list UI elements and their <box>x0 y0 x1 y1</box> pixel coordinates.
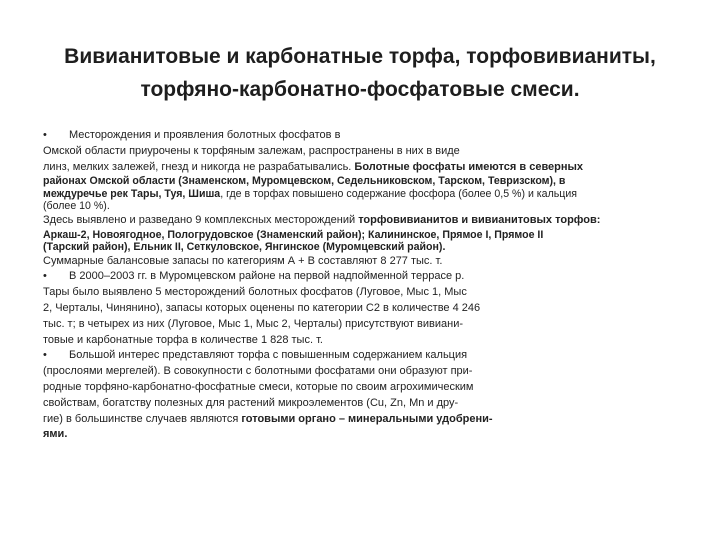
text-line <box>43 241 677 254</box>
text-line <box>43 175 677 188</box>
text-line <box>43 188 677 201</box>
text-line <box>43 269 677 285</box>
text-run: (прослоями мергелей). В совокупности с болотными фосфатами они образуют при- <box>43 365 473 378</box>
text-line <box>43 317 677 333</box>
text-line <box>43 213 677 229</box>
text-line <box>43 200 677 213</box>
text-run: свойствам, богатству полезных для растений микроэлементов (Cu, Zn, Mn и дру- <box>43 396 459 409</box>
text-line <box>43 254 677 270</box>
text-line <box>43 333 677 349</box>
title-line-1: Вивианитовые и карбонатные торфа, торфовивианиты, <box>64 45 656 68</box>
text-line <box>43 412 677 428</box>
bold-text-run: междуречье рек Тары, Туя, Шиша <box>43 187 221 200</box>
text-line <box>43 285 677 301</box>
bullet-icon: • <box>43 270 47 283</box>
bold-text-run: Болотные фосфаты имеются в северных <box>354 160 584 173</box>
bold-text-run: районах Омской области (Знаменском, Муромцевском, Седельниковском, Тарском, Тевризском), в <box>43 175 566 188</box>
text-run: (более 10 %). <box>43 200 110 213</box>
text-run: Омской области приурочены к торфяным залежам, распространены в них в виде <box>43 144 460 157</box>
slide-title <box>40 40 680 106</box>
bold-text-run: торфовивианитов и вивианитовых торфов: <box>358 213 601 226</box>
text-run: Тары было выявлено 5 месторождений болотных фосфатов (Луговое, Мыс 1, Мыс <box>43 286 467 299</box>
text-run: гие) в большинстве случаев являются <box>43 412 242 425</box>
text-line <box>43 427 677 443</box>
bullet-icon: • <box>43 129 47 141</box>
text-run: Большой интерес представляют торфа с повышенным содержанием кальция <box>69 349 468 362</box>
bold-text-run: готовыми органо – минеральными удобрени- <box>241 412 493 425</box>
bold-text-run: Аркаш-2, Новоягодное, Пологрудовское (Знаменский район); Калининское, Прямое I, Прямое II <box>43 228 544 241</box>
text-line <box>43 396 677 412</box>
bullet-icon: • <box>43 349 47 362</box>
text-line <box>43 144 677 160</box>
text-run: товые и карбонатные торфа в количестве 1 828 тыс. т. <box>43 333 323 346</box>
text-line <box>43 348 677 364</box>
bold-text-run: (Тарский район), Ельник II, Сеткуловское, Янгинское (Муромцевский район). <box>43 241 446 254</box>
text-run: , где в торфах повышено содержание фосфора (более 0,5 %) и кальция <box>220 187 577 200</box>
text-line <box>43 160 677 176</box>
text-line <box>43 364 677 380</box>
text-line <box>43 128 677 144</box>
text-line <box>43 229 677 242</box>
title-line-2: торфяно-карбонатно-фосфатовые смеси. <box>140 78 580 101</box>
bold-text-run: ями. <box>43 428 68 441</box>
body-text <box>43 128 677 443</box>
text-run: 2, Черталы, Чинянино), запасы которых оценены по категории С2 в количестве 4 246 <box>43 302 481 315</box>
text-line <box>43 301 677 317</box>
text-run: родные торфяно-карбонатно-фосфатные смеси, которые по своим агрохимическим <box>43 381 474 394</box>
text-run: тыс. т; в четырех из них (Луговое, Мыс 1, Мыс 2, Черталы) присутствуют вивиани- <box>43 317 464 330</box>
text-run: Месторождения и проявления болотных фосфатов в <box>69 129 341 141</box>
text-run: Суммарные балансовые запасы по категориям А + В составляют 8 277 тыс. т. <box>43 254 443 267</box>
text-run: линз, мелких залежей, гнезд и никогда не разрабатывались. <box>43 160 355 173</box>
text-run: Здесь выявлено и разведано 9 комплексных месторождений <box>43 213 359 226</box>
text-run: В 2000–2003 гг. в Муромцевском районе на первой надпойменной террасе р. <box>69 270 465 283</box>
text-line <box>43 380 677 396</box>
